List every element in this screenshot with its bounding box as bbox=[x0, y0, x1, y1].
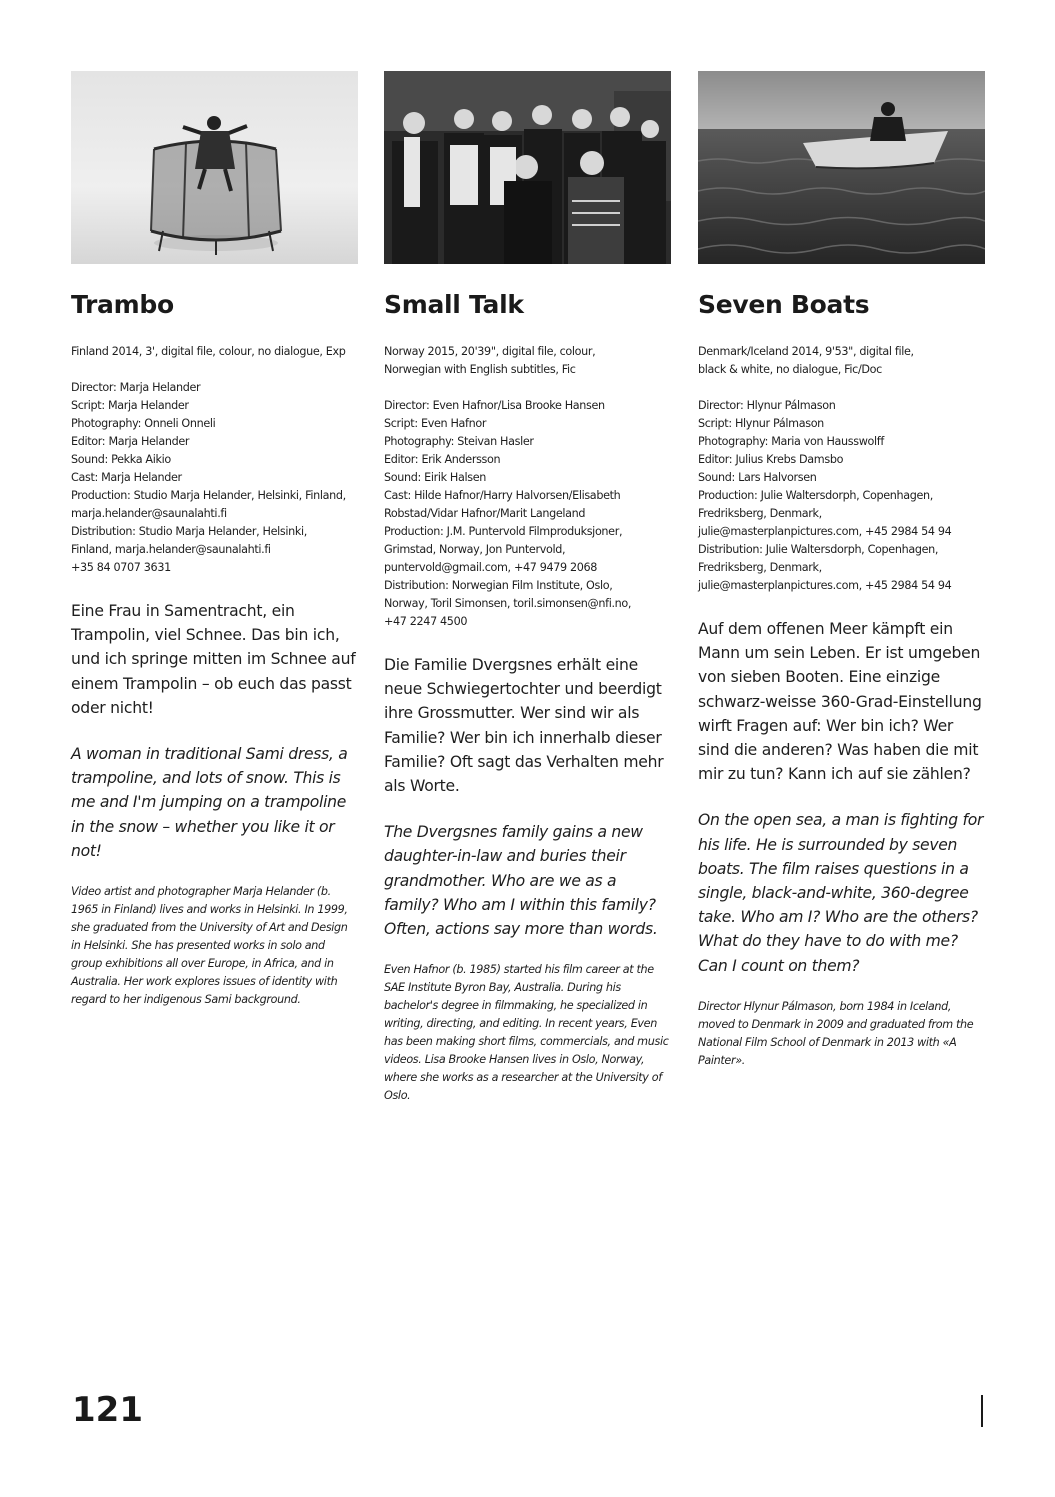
film-title: Small Talk bbox=[384, 290, 524, 319]
film-still-small-talk bbox=[384, 71, 671, 264]
film-title: Trambo bbox=[71, 290, 174, 319]
page-number: 121 bbox=[72, 1390, 143, 1430]
film-credits: Director: Marja Helander Script: Marja Helander Photography: Onneli Onneli Editor: Marja Helander Sound: Pekka Aikio Cast: Marja Helander Production: Studio Marja Helander, Helsinki, Finland, marja.helander@saunalahti.fi Distribution: Studio Marja Helander, Helsinki, Finland, marja.helander@saunalahti.fi +35 84 0707 3631 bbox=[71, 381, 346, 574]
film-credits: Director: Even Hafnor/Lisa Brooke Hansen Script: Even Hafnor Photography: Steivan Hasler Editor: Erik Andersson Sound: Eirik Halsen Cast: Hilde Hafnor/Harry Halvorsen/Elisabeth Robstad/Vidar Hafnor/Marit Langeland Production: J.M. Puntervold Filmproduksjoner, Grimstad, Norway, Jon Puntervold, puntervold@gmail.com, +47 9479 2068 Distribution: Norwegian Film Institute, Oslo, Norway, Toril Simonsen, toril.simonsen@nfi.no, +47 2247 4500 bbox=[384, 399, 632, 628]
film-still-seven-boats bbox=[698, 71, 985, 264]
film-title: Seven Boats bbox=[698, 290, 870, 319]
synopsis-german: Auf dem offenen Meer kämpft ein Mann um sein Leben. Er ist umgeben von sieben Booten. Eine einzige schwarz-weisse 360-Grad-Einstellung wirft Fragen auf: Wer bin ich? Wer sind die anderen? Was haben die mit mir zu tun? Kann ich auf sie zählen? bbox=[698, 620, 982, 784]
film-still-trambo bbox=[71, 71, 358, 264]
synopsis-german: Eine Frau in Samentracht, ein Trampolin, viel Schnee. Das bin ich, und ich springe mitten im Schnee auf einem Trampolin – ob euch das passt oder nicht! bbox=[71, 602, 356, 717]
film-meta: Denmark/Iceland 2014, 9'53", digital file, black & white, no dialogue, Fic/Doc bbox=[698, 345, 914, 376]
synopsis-english: A woman in traditional Sami dress, a trampoline, and lots of snow. This is me and I'm jumping on a trampoline in the snow – whether you like it or not! bbox=[71, 745, 348, 860]
margin-rule bbox=[981, 1395, 983, 1427]
film-credits: Director: Hlynur Pálmason Script: Hlynur Pálmason Photography: Maria von Hausswolff Editor: Julius Krebs Damsbo Sound: Lars Halvorsen Production: Julie Waltersdorph, Copenhagen, Fredriksberg, Denmark, julie@masterplanpictures.com, +45 2984 54 94 Distribution: Julie Waltersdorph, Copenhagen, Fredriksberg, Denmark, julie@masterplanpictures.com, +45 2984 54 94 bbox=[698, 399, 952, 592]
film-entry-trambo bbox=[71, 71, 358, 1020]
director-bio: Even Hafnor (b. 1985) started his film career at the SAE Institute Byron Bay, Australia. During his bachelor's degree in filmmaking, he specialized in writing, directing, and editing. In recent years, Even has been making short films, commercials, and music videos. Lisa Brooke Hansen lives in Oslo, Norway, where she works as a researcher at the University of Oslo. bbox=[384, 963, 669, 1103]
director-bio: Video artist and photographer Marja Helander (b. 1965 in Finland) lives and works in Helsinki. In 1999, she graduated from the University of Art and Design in Helsinki. She has presented works in solo and group exhibitions all over Europe, in Africa, and in Australia. Her work explores issues of identity with regard to her indigenous Sami background. bbox=[71, 885, 348, 1007]
film-meta: Norway 2015, 20'39", digital file, colour, Norwegian with English subtitles, Fic bbox=[384, 345, 596, 376]
synopsis-german: Die Familie Dvergsnes erhält eine neue Schwiegertochter und beerdigt ihre Grossmutter. Wer sind wir als Familie? Wer bin ich innerhalb dieser Familie? Oft sagt das Verhalten mehr als Worte. bbox=[384, 656, 664, 796]
director-bio: Director Hlynur Pálmason, born 1984 in Iceland, moved to Denmark in 2009 and graduated from the National Film School of Denmark in 2013 with «A Painter». bbox=[698, 999, 974, 1067]
film-meta: Finland 2014, 3', digital file, colour, no dialogue, Exp bbox=[71, 345, 346, 358]
film-entry-seven-boats bbox=[698, 71, 985, 1081]
synopsis-english: On the open sea, a man is fighting for his life. He is surrounded by seven boats. The film raises questions in a single, black-and-white, 360-degree take. Who am I? Who are the others? What do they have to do with me? Can I count on them? bbox=[698, 811, 984, 975]
film-entry-small-talk bbox=[384, 71, 671, 1116]
synopsis-english: The Dvergsnes family gains a new daughter-in-law and buries their grandmother. Who are we as a family? Who am I within this family? Often, actions say more than words. bbox=[384, 823, 658, 939]
